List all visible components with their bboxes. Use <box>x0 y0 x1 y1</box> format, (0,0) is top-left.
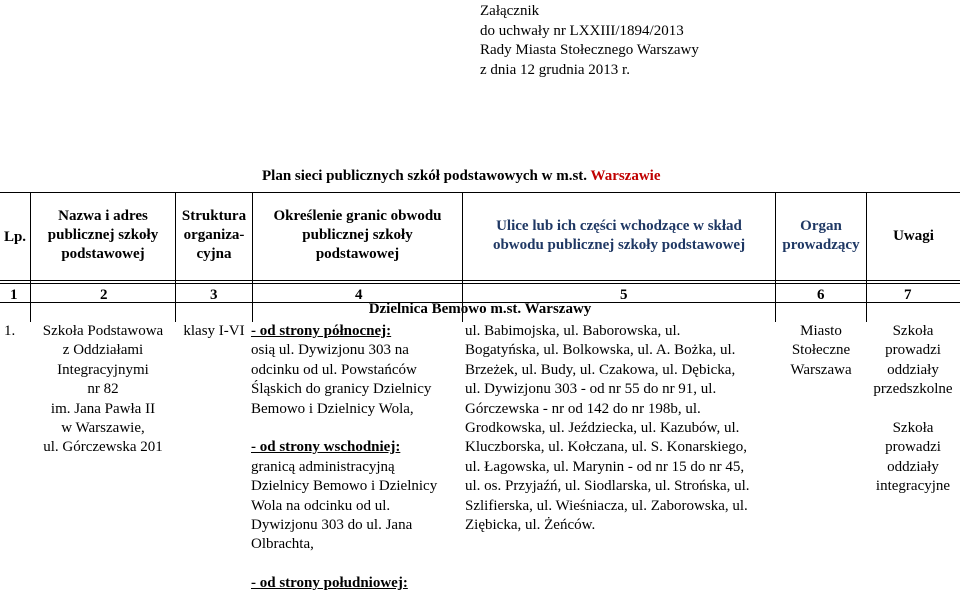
boundary-south-heading: - od strony południowej: <box>251 575 408 592</box>
header-notes <box>867 227 960 246</box>
street-line: ul. Łagowska, ul. Marynin - od nr 15 do nr 45, <box>465 458 745 475</box>
street-line: ul. os. Przyjaźń, ul. Siodlarska, ul. Strońska, ul. <box>465 478 750 495</box>
column-number-7: 7 <box>904 287 912 303</box>
boundary-line: Olbrachta, <box>251 536 314 553</box>
notes-spacer <box>866 400 960 419</box>
school-name-line: im. Jana Pawła II <box>50 400 156 417</box>
boundary-line: Dzielnicy Bemowo i Dzielnicy <box>251 478 438 495</box>
row-school-name <box>30 322 176 458</box>
row-organ <box>776 322 866 380</box>
row-boundaries <box>251 322 466 594</box>
notes-line: Szkoła <box>892 420 934 437</box>
street-line: Górczewska - nr od 142 do nr 198b, ul. <box>465 400 701 417</box>
street-line: Brzeżek, ul. Budy, ul. Czakowa, ul. Dębicka, <box>465 361 736 378</box>
boundary-line: Bemowo i Dzielnicy Wola, <box>251 400 414 417</box>
header-name <box>31 207 175 264</box>
boundary-spacer <box>251 555 466 574</box>
boundary-spacer <box>251 419 466 438</box>
column-number-2: 2 <box>100 287 108 303</box>
column-number-6: 6 <box>817 287 825 303</box>
school-name-line: ul. Górczewska 201 <box>43 439 163 456</box>
annex-line-3: Rady Miasta Stołecznego Warszawy <box>480 42 699 58</box>
boundary-east-heading: - od strony wschodniej: <box>251 439 401 456</box>
row-structure: klasy I-VI <box>183 323 245 339</box>
header-streets-line-2: obwodu publicznej szkoły podstawowej <box>492 237 746 253</box>
notes-line: przedszkolne <box>873 381 953 398</box>
plan-title-city: Warszawie <box>590 168 661 184</box>
header-name-line-3: podstawowej <box>61 246 145 262</box>
annex-header <box>480 2 699 80</box>
boundary-line: granicą administracyjną <box>251 458 395 475</box>
column-number-1: 1 <box>10 287 18 303</box>
boundary-line: osią ul. Dywizjonu 303 na <box>251 342 409 359</box>
annex-line-2: do uchwały nr LXXIII/1894/2013 <box>480 22 684 39</box>
plan-title <box>262 168 661 185</box>
school-name-line: w Warszawie, <box>61 420 145 437</box>
street-line: Grodkowska, ul. Jeździecka, ul. Kazubów, ul. <box>465 420 740 437</box>
organ-line: Stołeczne <box>791 342 851 359</box>
annex-line-1: Załącznik <box>480 3 540 19</box>
table-header-bottom-border <box>0 280 960 281</box>
school-name-line: z Oddziałami <box>62 342 144 359</box>
header-lp <box>0 228 30 247</box>
row-streets <box>465 322 777 535</box>
header-structure-line-1: Struktura <box>181 208 247 224</box>
row-lp: 1. <box>4 323 16 339</box>
organ-line: Warszawa <box>790 361 852 378</box>
street-line: Kluczborska, ul. Kołczana, ul. S. Konarskiego, <box>465 439 748 456</box>
header-boundaries-line-1: Określenie granic obwodu <box>273 208 442 224</box>
row-notes <box>866 322 960 497</box>
street-line: Ziębicka, ul. Żeńców. <box>465 517 596 534</box>
street-line: ul. Babimojska, ul. Baborowska, ul. <box>465 323 681 339</box>
header-boundaries <box>253 207 462 264</box>
header-streets <box>463 217 775 255</box>
header-notes-text: Uwagi <box>893 228 934 244</box>
header-boundaries-line-2: publicznej szkoły <box>302 227 413 243</box>
header-name-line-1: Nazwa i adres <box>58 208 148 224</box>
header-lp-text: Lp. <box>3 229 27 245</box>
boundary-north-heading: - od strony północnej: <box>251 323 392 339</box>
notes-line: prowadzi <box>885 439 941 456</box>
column-number-3: 3 <box>210 287 218 303</box>
notes-line: Szkoła <box>892 323 934 339</box>
column-number-5: 5 <box>620 287 628 303</box>
boundary-line: odcinku od ul. Powstańców <box>251 361 417 378</box>
table-top-border <box>0 192 960 193</box>
table-header-double-border <box>0 283 960 284</box>
annex-line-4: z dnia 12 grudnia 2013 r. <box>480 61 630 78</box>
organ-line: Miasto <box>800 323 842 339</box>
notes-line: oddziały <box>887 458 939 475</box>
school-name-line: nr 82 <box>87 381 119 398</box>
boundary-line: Dywizjonu 303 do ul. Jana <box>251 517 413 534</box>
street-line: Bogatyńska, ul. Bolkowska, ul. A. Bożka, ul. <box>465 342 736 359</box>
header-streets-line-1: Ulice lub ich części wchodzące w skład <box>496 218 742 234</box>
street-line: Szlifierska, ul. Wieśniacza, ul. Zaborowska, ul. <box>465 497 748 514</box>
header-structure-line-2: organiza- <box>183 227 245 243</box>
notes-line: prowadzi <box>885 342 941 359</box>
header-organ-line-1: Organ <box>800 218 842 234</box>
header-name-line-2: publicznej szkoły <box>47 227 159 243</box>
boundary-line: Wola na odcinku od ul. <box>251 497 391 514</box>
plan-title-text: Plan sieci publicznych szkół podstawowych w m.st. <box>262 168 588 184</box>
header-structure <box>176 207 252 264</box>
column-number-4: 4 <box>355 287 363 303</box>
header-structure-line-3: cyjna <box>196 246 232 262</box>
header-boundaries-line-3: podstawowej <box>315 246 400 262</box>
school-name-line: Szkoła Podstawowa <box>42 323 164 339</box>
district-heading: Dzielnica Bemowo m.st. Warszawy <box>368 301 592 317</box>
notes-line: integracyjne <box>875 478 951 495</box>
street-line: ul. Dywizjonu 303 - od nr 55 do nr 91, ul. <box>465 381 717 398</box>
boundary-line: Śląskich do granicy Dzielnicy <box>251 381 432 398</box>
header-organ-line-2: prowadzący <box>782 237 860 253</box>
header-organ <box>776 217 866 255</box>
notes-line: oddziały <box>887 361 939 378</box>
school-name-line: Integracyjnymi <box>57 361 149 378</box>
